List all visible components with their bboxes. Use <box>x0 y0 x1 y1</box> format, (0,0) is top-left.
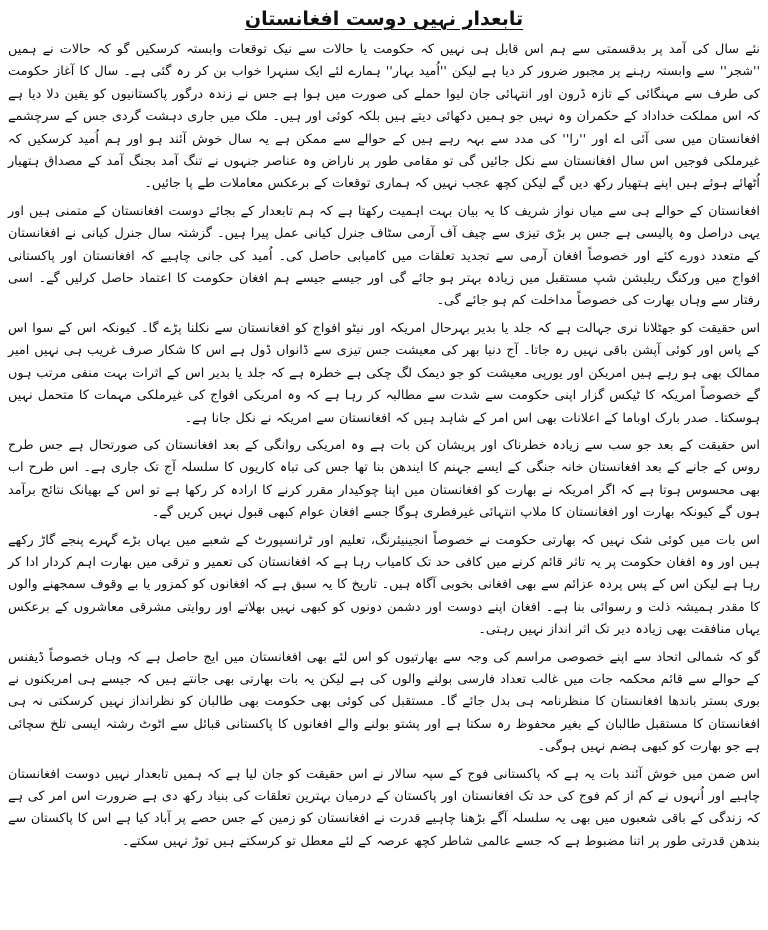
article-title: تابعدار نہیں دوست افغانستان <box>244 8 524 30</box>
paragraph-5: اس بات میں کوئی شک نہیں کہ بھارتی حکومت نے خصوصاً انجینیئرنگ، تعلیم اور ٹرانسپورٹ کے شعبے میں یہاں بڑے گہرے پنجے گاڑ رکھے ہیں اور وہ افغان حکومت پر یہ تاثر قائم کرنے میں کافی حد تک کامیاب رہا ہے کہ افغانستان کی تعمیر و ترقی میں بھارت اہم کردار ادا کر رہا ہے لیکن اس کے پس پردہ عزائم سے بھی افغانی بخوبی آگاہ ہیں۔ تاریخ کا یہ سبق ہے کہ افغانوں کو کمزور یا بے وقوف سمجھنے والوں کا مقدر ہمیشہ ذلت و رسوائی بنا ہے۔ افغان اپنے دوست اور دشمن دونوں کو کبھی نہیں بھلاتے اور روایتی مشرقی معاشروں کے برعکس یہاں منافقت بھی زیادہ دیر تک اثر انداز نہیں رہتی۔ <box>8 532 760 638</box>
paragraph-4: اس حقیقت کے بعد جو سب سے زیادہ خطرناک اور پریشان کن بات ہے وہ امریکی روانگی کے بعد افغانستان کی صورتحال ہے جس طرح روس کے جانے کے بعد افغانستان خانہ جنگی کے ایسے جہنم کا ایندھن بنا تھا جس کی تباہ کاریوں کا سلسلہ آج تک جاری ہے۔ اس طرح اب بھی محسوس ہوتا ہے کہ اگر امریکہ نے بھارت کو افغانستان میں اپنا چوکیدار مقرر کرنے کا ارادہ کر رکھا ہے تو اس کے بھیانک نتائج برآمد ہوں گے کیونکہ بھارت اور افغانستان کا ملاپ انتہائی غیرفطری ہوگا جسے افغان عوام کبھی قبول نہیں کریں گے۔ <box>8 437 760 521</box>
paragraph-2: افغانستان کے حوالے ہی سے میاں نواز شریف کا یہ بیان بہت اہمیت رکھتا ہے کہ ہم تابعدار کے بجائے دوست افغانستان کے متمنی ہیں اور یہی دراصل وہ پالیسی ہے جس پر بڑی تیزی سے چیف آف آرمی سٹاف جنرل کیانی عمل پیرا ہیں۔ گزشتہ سال جنرل کیانی نے افغانستان کے متعدد دورے کئے اور خصوصاً افغان آرمی سے تجدید تعلقات میں کامیابی حاصل کی۔ اُمید کی جانی چاہیے کہ افغانستان اور پاکستانی افواج میں ورکنگ ریلیشن شپ مستقبل میں زیادہ بہتر ہو جائے گی اور جیسے جیسے ہم افغان حکومت کا اعتماد حاصل کرلیں گے۔ اسی رفتار سے وہاں بھارت کی خصوصاً مداخلت کم ہو جائے گی۔ <box>8 203 760 309</box>
article-body <box>8 39 760 853</box>
paragraph-6: گو کہ شمالی اتحاد سے اپنے خصوصی مراسم کی وجہ سے بھارتیوں کو اس لئے بھی افغانستان میں ایج حاصل ہے کہ وہاں خصوصاً ڈیفنس کے حوالے سے قائم محکمہ جات میں غالب تعداد فارسی بولنے والوں کی ہے لیکن یہ بات بھارتی بھی جانتے ہیں کہ جیسے ہی امریکنوں نے بوری بستر باندھا افغانستان کا منظرنامہ ہی بدل جائے گا۔ مستقبل کی کوئی بھی حکومت بھی طالبان کو نظرانداز نہیں کرسکتی نہ ہی افغانستان کا مستقبل طالبان کے بغیر محفوظ رہ سکتا ہے اور پشتو بولنے والے افغانوں کا پاکستانی قبائل سے اٹوٹ رشتہ ایسی تلخ سچائی ہے جو بھارت کو کبھی ہضم نہیں ہوگی۔ <box>8 649 760 755</box>
paragraph-3: اس حقیقت کو جھٹلانا نری جہالت ہے کہ جلد یا بدیر بہرحال امریکہ اور نیٹو افواج کو افغانستان سے نکلنا پڑے گا۔ کیونکہ اس کے سوا اس کے پاس اور کوئی آپشن باقی نہیں رہ جاتا۔ آج دنیا بھر کی معیشت جس تیزی سے ڈانواں ڈول ہے اس کا شکار صرف غریب ہی نہیں امیر ممالک بھی ہو رہے ہیں امریکن اور یورپی معیشت کو جو دیمک لگ چکی ہے خطرہ ہے کہ جلد یا بدیر اس کے اثرات بہت منفی مرتب ہوں گے خصوصاً امریکہ کا ٹیکس گزار اپنی حکومت سے شدت سے مطالبہ کر رہا ہے کہ وہ امریکی افواج کی غیرملکی مہمات کا متحمل نہیں ہوسکتا۔ صدر بارک اوباما کے اعلانات بھی اس امر کے شاہد ہیں کہ افغانستان سے امریکہ نے نکل جانا ہے۔ <box>8 320 760 426</box>
paragraph-1: نئے سال کی آمد پر بدقسمتی سے ہم اس قابل ہی نہیں کہ حکومت یا حالات سے نیک توقعات وابستہ کرسکیں گو کہ حالات نے ہمیں ''شجر'' سے وابستہ رہنے پر مجبور ضرور کر دیا ہے لیکن ''اُمید بہار'' ہمارے لئے ایک سنہرا خواب بن کر رہ گئی ہے۔ سال کا آغاز حکومت کی طرف سے مہنگائی کے تازہ ڈرون اور انتہائی جان لیوا حملے کی صورت میں ہوا ہے جس نے زندہ درگور پاکستانیوں کو یقین دلا دیا ہے کہ اس مملکت خداداد کے حکمران وہ نہیں جو ہمیں دکھائی دیتے ہیں بلکہ کوئی اور ہیں۔ ملک میں جاری دہشت گردی جس کے سرچشمے افغانستان میں سی آئی اے اور ''را'' کی مدد سے بہہ رہے ہیں کے حوالے سے ممکن ہے یہ سال خوش آئند ہو اور ہم اُمید کرسکیں کہ غیرملکی فوجیں اس سال افغانستان سے نکل جائیں گی تو مقامی طور پر ناراض وہ عناصر جنہوں نے تنگ آمد بجنگ آمد کے مصداق ہتھیار اُٹھائے ہوئے ہیں اپنے ہتھیار رکھ دیں گے لیکن کچھ عجب نہیں کہ ہماری توقعات کے برعکس معاملات طے پا جائیں۔ <box>8 42 760 192</box>
paragraph-7: اس ضمن میں خوش آئند بات یہ ہے کہ پاکستانی فوج کے سپہ سالار نے اس حقیقت کو جان لیا ہے کہ ہمیں تابعدار نہیں دوست افغانستان چاہیے اور اُنہوں نے کم از کم فوج کی حد تک افغانستان اور پاکستان کے درمیان بہترین تعلقات کی بنیاد رکھ دی ہے ضرورت اس امر کی ہے کہ زندگی کے باقی شعبوں میں بھی یہ سلسلہ آگے بڑھنا چاہیے قدرت نے افغانستان کو زمین کے جس حصے پر آباد کیا ہے اس کا پاکستان سے بندھن قدرتی طور پر اتنا مضبوط ہے کہ جسے عالمی شاطر کچھ عرصہ کے لئے معطل تو کرسکتے ہیں توڑ نہیں سکتے۔ <box>8 766 760 849</box>
